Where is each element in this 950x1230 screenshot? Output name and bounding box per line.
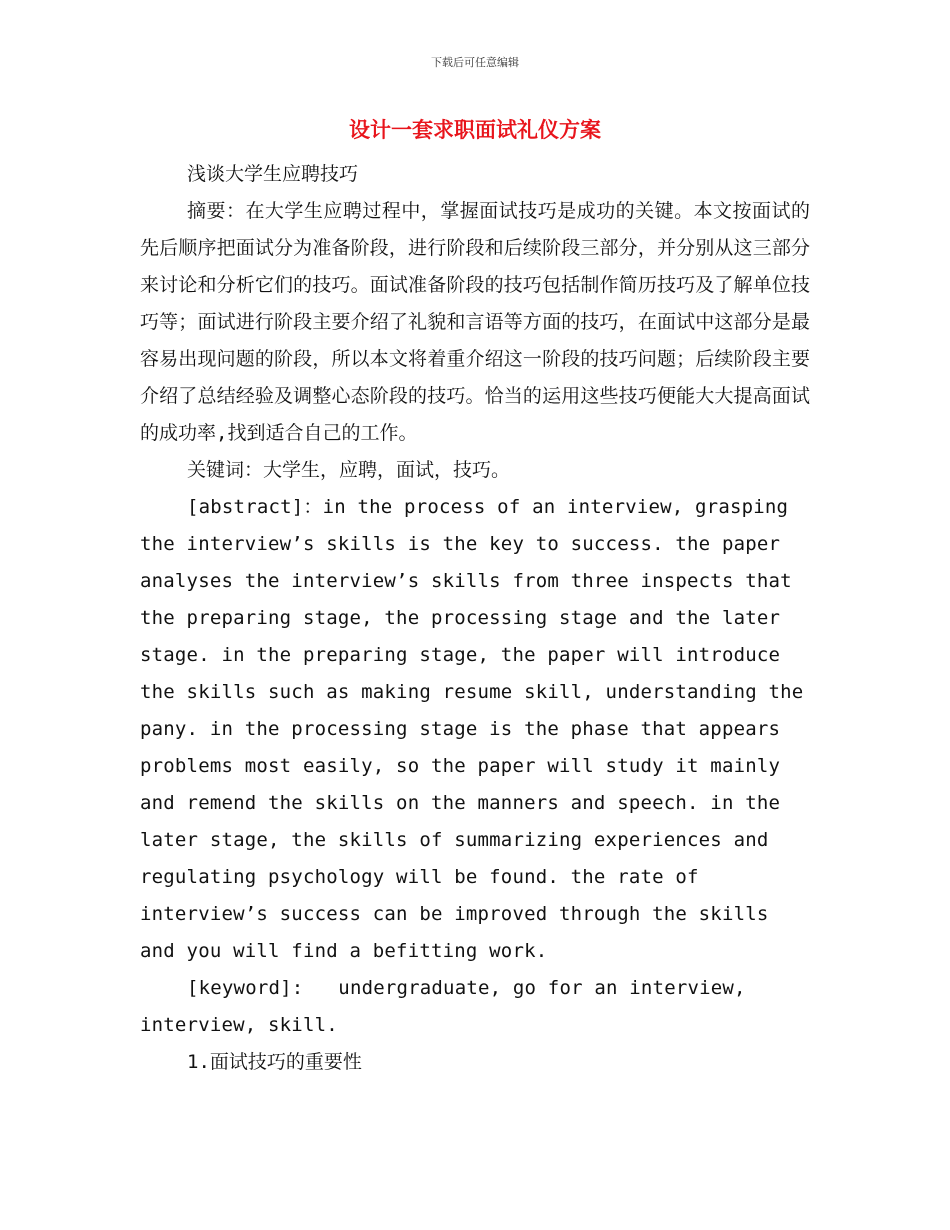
keywords-en-paragraph: [keyword]: undergraduate, go for an interview, interview, skill. xyxy=(140,977,758,1036)
document-subtitle: 浅谈大学生应聘技巧 xyxy=(187,163,359,185)
section-heading: 1.面试技巧的重要性 xyxy=(187,1051,362,1073)
keywords-cn-paragraph: 关键词：大学生，应聘，面试，技巧。 xyxy=(187,459,511,481)
document-body xyxy=(140,156,810,1081)
document-title: 设计一套求职面试礼仪方案 xyxy=(349,118,601,142)
page-header: 下载后可任意编辑 xyxy=(431,56,519,69)
abstract-cn-paragraph: 摘要：在大学生应聘过程中，掌握面试技巧是成功的关键。本文按面试的先后顺序把面试分为准备阶段，进行阶段和后续阶段三部分，并分别从这三部分来讨论和分析它们的技巧。面试准备阶段的技巧包括制作简历技巧及了解单位技巧等；面试进行阶段主要介绍了礼貌和言语等方面的技巧，在面试中这部分是最容易出现问题的阶段，所以本文将着重介绍这一阶段的技巧问题；后续阶段主要介绍了总结经验及调整心态阶段的技巧。恰当的运用这些技巧便能大大提高面试的成功率,找到适合自己的工作。 xyxy=(140,200,810,444)
abstract-en-paragraph: [abstract]：in the process of an interview, grasping the interview’s skills is the key to success. the paper analyses the interview’s skills from three inspects that the preparing stage, the processing stage and the later stage. in the preparing stage, the paper will introduce the skills such as making resume skill, understanding the pany. in the processing stage is the phase that appears problems most easily, so the paper will study it mainly and remend the skills on the manners and speech. in the later stage, the skills of summarizing experiences and regulating psychology will be found. the rate of interview’s success can be improved through the skills and you will find a befitting work. xyxy=(140,496,804,962)
